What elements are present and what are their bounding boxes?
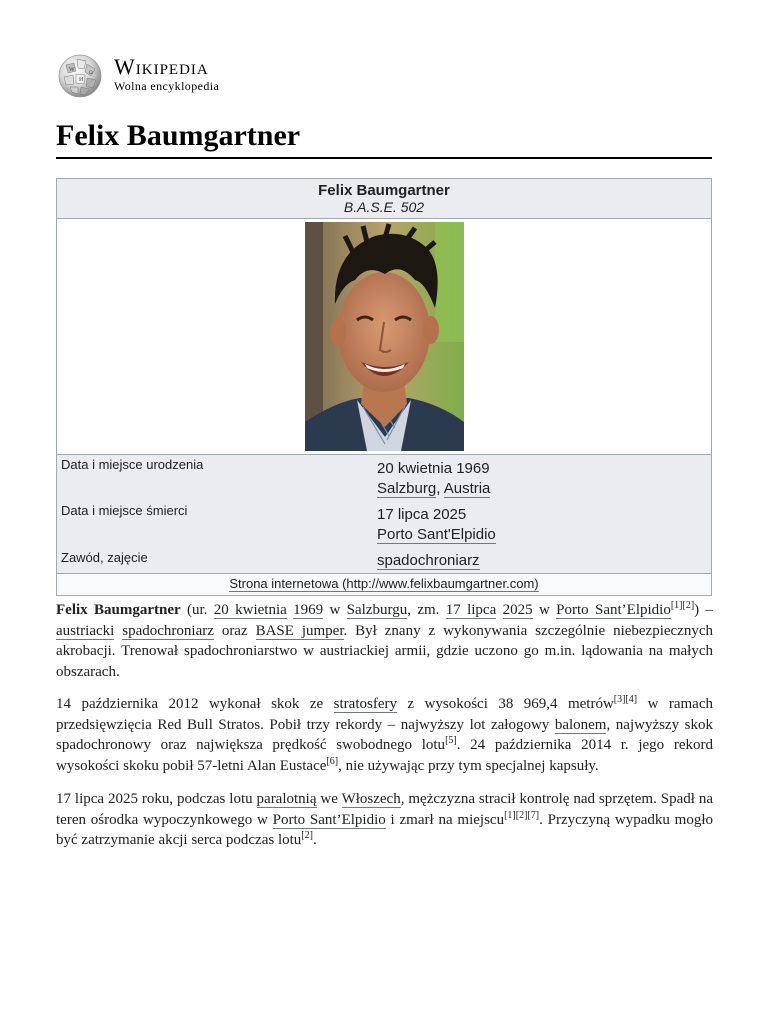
paragraph-death	[56, 789, 713, 851]
balloon-link[interactable]: balonem	[554, 716, 607, 733]
death-date-link[interactable]: 17 lipca	[445, 602, 497, 618]
death-date-text: 17 lipca 2025	[377, 506, 467, 523]
title-underline	[56, 157, 712, 159]
text: , najwyższy skok spadochronowy oraz największa prędkość swobodnego lotu	[56, 716, 713, 753]
text: .	[312, 832, 317, 848]
base-jumper-link[interactable]: BASE jumper	[255, 622, 344, 639]
text: , zm.	[407, 602, 446, 618]
text: (ur.	[180, 602, 214, 618]
citation[interactable]: [1][2][7]	[504, 809, 540, 821]
occupation-label: Zawód, zajęcie	[61, 550, 148, 565]
text: 17 lipca 2025 roku, podczas lotu	[56, 791, 257, 807]
website-row	[57, 574, 711, 595]
death-date	[377, 505, 496, 545]
text: we	[316, 791, 342, 807]
birth-label: Data i miejsce urodzenia	[61, 457, 204, 472]
birth-city-link[interactable]: Salzburg	[377, 480, 437, 497]
svg-text:W: W	[69, 67, 75, 73]
porto-link[interactable]: Porto Sant’Elpidio	[272, 811, 386, 828]
death-label: Data i miejsce śmierci	[61, 503, 188, 518]
birth-date-link[interactable]: 20 kwietnia	[213, 602, 287, 618]
paragraph-stratos	[56, 694, 713, 776]
site-tagline: Wolna encyklopedia	[114, 79, 220, 93]
text: . 24 października 2014 r. jego rekord wysokości skoku pobił 57-letni Alan Eustace	[56, 737, 713, 774]
birth-country-link[interactable]: Austria	[443, 480, 491, 497]
death-place-link[interactable]: Porto Sant'Elpidio	[377, 526, 496, 543]
salzburg-link[interactable]: Salzburgu	[346, 602, 408, 618]
occupation-link[interactable]: spadochroniarz	[377, 552, 480, 569]
page-title: Felix Baumgartner	[56, 119, 301, 152]
stratosphere-link[interactable]: stratosfery	[333, 696, 397, 712]
infobox-name: Felix Baumgartner	[318, 182, 450, 199]
death-year-link[interactable]: 2025	[502, 602, 533, 618]
svg-text:И: И	[79, 77, 84, 83]
website-link[interactable]: Strona internetowa (http://www.felixbaumgartner.com)	[229, 576, 539, 591]
infobox-alias: B.A.S.E. 502	[343, 199, 425, 215]
text: . Był znany z wykonywania szczególnie niebezpiecznych akrobacji. Trenował spadochroniarstwo w austriackiej armii, gdzie uczono go m.in. lądowania na małych obszarach.	[56, 622, 714, 680]
svg-text:Ω: Ω	[89, 71, 93, 76]
skydiver-link[interactable]: spadochroniarz	[122, 622, 214, 639]
text: w	[323, 602, 347, 618]
infobox-image-row	[57, 219, 711, 455]
paragraph-intro	[56, 600, 713, 682]
birth-date-text: 20 kwietnia 1969	[377, 460, 490, 477]
citation[interactable]: [2]	[301, 830, 313, 841]
text: 14 października 2012 wykonał skok ze	[56, 696, 334, 712]
birth-separator: ,	[436, 480, 444, 497]
birth-date	[377, 459, 490, 499]
text: i zmarł na miejscu	[385, 811, 505, 828]
occupation-value	[377, 551, 480, 571]
subject-name: Felix Baumgartner	[56, 602, 181, 618]
portrait-photo[interactable]	[305, 222, 464, 451]
text: , mężczyzna stracił kontrolę nad sprzętem. Spadł na teren ośrodka wypoczynkowego w	[56, 791, 713, 828]
citation[interactable]: [6]	[326, 755, 339, 767]
citation[interactable]: [3][4]	[613, 694, 638, 705]
text	[496, 602, 502, 618]
text: ) –	[694, 602, 713, 618]
wikipedia-globe-icon[interactable]	[56, 53, 104, 99]
paraglider-link[interactable]: paralotnią	[256, 791, 317, 807]
infobox-header	[57, 179, 711, 219]
wikipedia-wordmark[interactable]: Wikipedia	[114, 54, 209, 79]
site-header	[56, 52, 356, 98]
infobox-fields	[57, 455, 711, 574]
austrian-link[interactable]: austriacki	[56, 622, 115, 639]
birth-year-link[interactable]: 1969	[293, 602, 324, 618]
text: oraz	[213, 622, 256, 639]
porto-link[interactable]: Porto Sant’Elpidio	[556, 602, 671, 618]
text: w ramach przedsięwzięcia Red Bull Stratos. Pobił trzy rekordy – najwyższy lot załogowy	[56, 696, 713, 733]
text: z wysokości 38 969,4 metrów	[396, 696, 614, 712]
citation[interactable]: [5]	[445, 735, 457, 746]
text: w	[532, 602, 557, 618]
text: , nie używając przy tym specjalnej kapsuły.	[338, 757, 599, 774]
infobox	[56, 178, 712, 596]
citation[interactable]: [1][2]	[670, 600, 695, 611]
text: . Przyczyną wypadku mogło być zatrzymanie akcji serca podczas lotu	[56, 811, 713, 848]
italy-link[interactable]: Włoszech	[341, 791, 401, 807]
